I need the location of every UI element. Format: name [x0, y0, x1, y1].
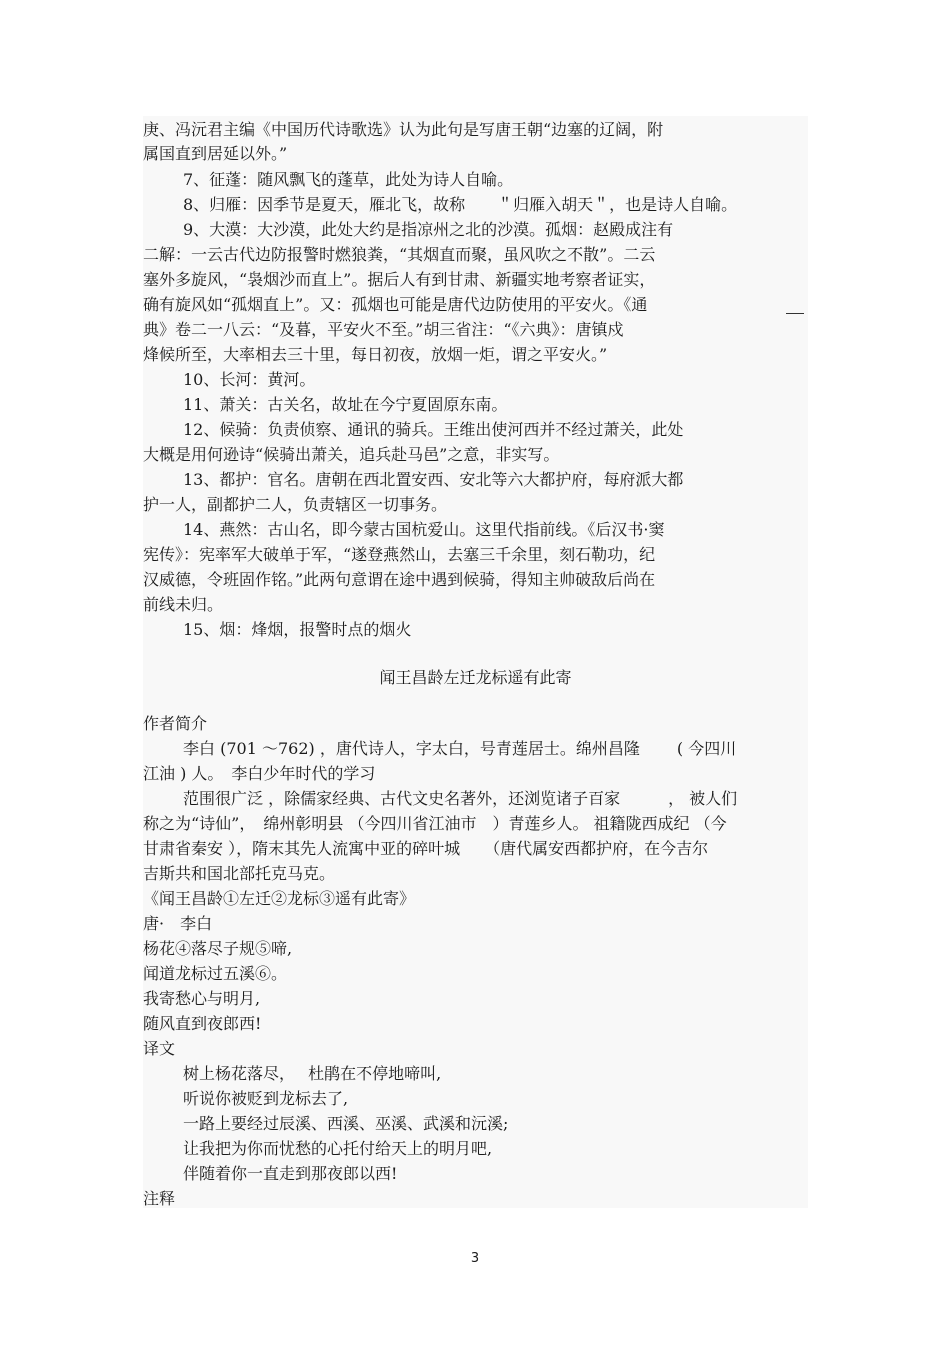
section-heading: 作者简介 [143, 714, 208, 733]
page-number: 3 [470, 1251, 480, 1266]
text-line: 15、烟：烽烟，报警时点的烟火 [183, 620, 412, 639]
text-line: 属国直到居延以外。” [143, 144, 288, 163]
poem-line: 杨花④落尽子规⑤啼, [143, 939, 293, 958]
poem-title: 《闻王昌龄①左迁②龙标③遥有此寄》 [143, 889, 416, 908]
text-line: 12、候骑：负责侦察、通讯的骑兵。王维出使河西并不经过萧关，此处 [183, 420, 684, 439]
text-line: 10、长河：黄河。 [183, 370, 316, 389]
text-line: 14、燕然：古山名，即今蒙古国杭爱山。这里代指前线。《后汉书·窦 [183, 520, 665, 539]
text-line: 宪传》：宪率军大破单于军，“遂登燕然山，去塞三千余里，刻石勒功，纪 [143, 545, 656, 564]
section-title: 闻王昌龄左迁龙标遥有此寄 [379, 668, 572, 687]
text-line: 吉斯共和国北部托克马克。 [143, 864, 336, 883]
translation-line: 树上杨花落尽， 杜鹃在不停地啼叫, [183, 1064, 442, 1083]
translation-line: 听说你被贬到龙标去了, [183, 1089, 349, 1108]
text-line: 8、归雁：因季节是夏天，雁北飞，故称 ＂归雁入胡天＂，也是诗人自喻。 [183, 195, 738, 214]
section-heading: 译文 [143, 1039, 176, 1058]
poem-line: 我寄愁心与明月, [143, 989, 261, 1008]
text-line: 庚、冯沅君主编《中国历代诗歌选》认为此句是写唐王朝“边塞的辽阔，附 [143, 120, 664, 139]
text-line: 塞外多旋风，“袅烟沙而直上”。据后人有到甘肃、新疆实地考察者证实， [143, 270, 656, 289]
poem-author: 唐· 李白 [143, 914, 213, 933]
text-line: 范围很广泛 ，除儒家经典、古代文史名著外，还浏览诸子百家 ， 被人们 [183, 789, 738, 808]
text-line: 7、征蓬：随风飘飞的蓬草，此处为诗人自喻。 [183, 170, 514, 189]
text-line: 二解：一云古代边防报警时燃狼粪，“其烟直而聚，虽风吹之不散”。二云 [143, 245, 656, 264]
text-line: 确有旋风如“孤烟直上”。又：孤烟也可能是唐代边防使用的平安火。《通 [143, 295, 648, 314]
text-line: 烽候所至，大率相去三十里，每日初夜，放烟一炬，谓之平安火。” [143, 345, 608, 364]
translation-line: 让我把为你而忧愁的心托付给天上的明月吧, [183, 1139, 493, 1158]
text-line: 13、都护：官名。唐朝在西北置安西、安北等六大都护府，每府派大都 [183, 470, 684, 489]
text-line: 前线未归。 [143, 595, 224, 614]
poem-line: 闻道龙标过五溪⑥。 [143, 964, 288, 983]
poem-line: 随风直到夜郎西! [143, 1014, 262, 1033]
translation-line: 一路上要经过辰溪、西溪、巫溪、武溪和沅溪; [183, 1114, 509, 1133]
text-line: 大概是用何逊诗“候骑出萧关，追兵赴马邑”之意，非实写。 [143, 445, 560, 464]
text-line: 甘肃省秦安 ），隋末其先人流寓中亚的碎叶城 （唐代属安西都护府，在今吉尔 [143, 839, 709, 858]
text-line: 护一人，副都护二人，负责辖区一切事务。 [143, 495, 448, 514]
margin-mark [786, 313, 804, 314]
text-line: 典》卷二一八云：“及暮，平安火不至。”胡三省注：“《六典》：唐镇戍 [143, 320, 624, 339]
text-line: 称之为“诗仙”， 绵州彰明县 （今四川省江油市 ）青莲乡人。 祖籍陇西成纪 （今 [143, 814, 727, 833]
text-line: 李白 (701 ～762) ，唐代诗人，字太白，号青莲居士。绵州昌隆 ( 今四川 [183, 739, 737, 758]
text-line: 汉威德，令班固作铭。”此两句意谓在途中遇到候骑，得知主帅破敌后尚在 [143, 570, 656, 589]
text-line: 11、萧关：古关名，故址在今宁夏固原东南。 [183, 395, 508, 414]
text-line: 9、大漠：大沙漠，此处大约是指凉州之北的沙漠。孤烟：赵殿成注有 [183, 220, 674, 239]
text-line: 江油 ) 人。 李白少年时代的学习 [143, 764, 376, 783]
translation-line: 伴随着你一直走到那夜郎以西! [183, 1164, 398, 1183]
section-heading: 注释 [143, 1189, 176, 1208]
